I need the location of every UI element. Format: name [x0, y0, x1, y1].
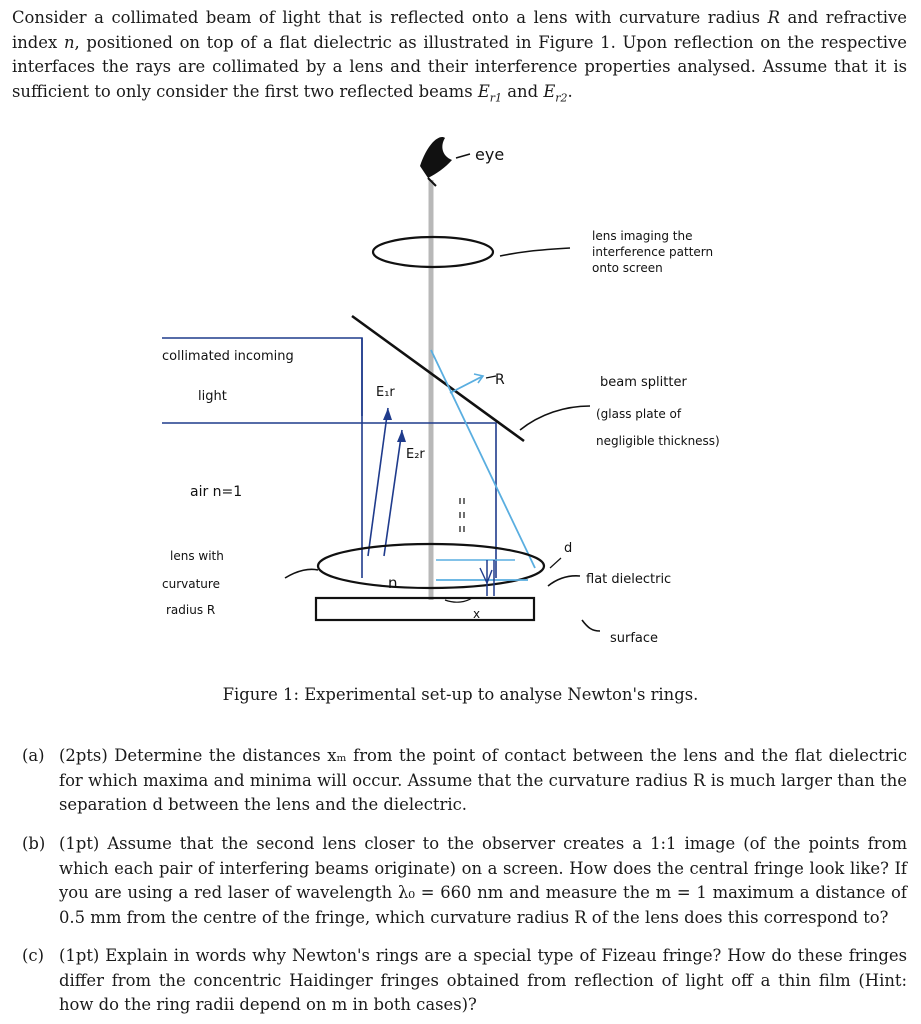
- equal-marks: [460, 498, 464, 532]
- label-n-mark: n: [388, 574, 398, 592]
- label-air: air n=1: [190, 484, 243, 500]
- label-d-mark: d: [564, 541, 573, 556]
- question-a: [12, 744, 907, 818]
- eye-icon: [420, 137, 470, 186]
- label-lens-imaging-3: onto screen: [592, 261, 663, 275]
- label-E1r: E₁r: [376, 385, 395, 400]
- question-a-text: (2pts) Determine the distances xₘ from the point of contact between the lens and the flat dielectric for which maxima and minima will occur. Assume that the curvature radius R is much larger than the separation d between the lens and the dielectric.: [59, 746, 907, 814]
- question-c-label: (c): [22, 946, 44, 965]
- question-b-label: (b): [22, 834, 46, 853]
- flat-dielectric: [316, 598, 534, 620]
- beam-e2r: [384, 430, 402, 556]
- label-incoming-2: light: [198, 389, 227, 404]
- question-c: [12, 944, 907, 1018]
- question-a-label: (a): [22, 746, 45, 765]
- label-lens-curv-2: curvature: [162, 577, 220, 591]
- label-dielectric: flat dielectric: [586, 572, 672, 587]
- label-lens-curv-3: radius R: [166, 603, 216, 617]
- label-R-mark: R: [495, 372, 505, 388]
- question-b: [12, 832, 907, 930]
- intro-paragraph: Consider a collimated beam of light that is reflected onto a lens with curvature radius R and refractive index n, positioned on top of a flat dielectric as illustrated in Figure 1. Upon reflection on the respective interfaces the rays are collimated by a lens and their interference properties analysed. Assume that it is sufficient to only consider the first two reflected beams $E_{r1}$ and $E_{r2}$.: [12, 8, 907, 104]
- label-surface: surface: [610, 631, 659, 646]
- label-lens-imaging-2: interference pattern: [592, 245, 714, 259]
- label-E2r: E₂r: [406, 447, 425, 462]
- label-splitter-2: (glass plate of: [596, 407, 682, 421]
- label-lens-imaging-1: lens imaging the: [592, 229, 693, 243]
- label-eye: eye: [475, 145, 505, 164]
- label-lens-curv-1: lens with: [170, 549, 224, 563]
- figure-newtons-rings: [140, 128, 780, 658]
- beam-e1r: [368, 408, 388, 556]
- label-splitter-1: beam splitter: [600, 375, 687, 390]
- question-b-text: (1pt) Assume that the second lens closer to the observer creates a 1:1 image (of the points from which each pair of interfering beams originate) on a screen. How does the central fringe look like? If you are using a red laser of wavelength λ₀ = 660 nm and measure the m = 1 maximum a distance of 0.5 mm from the centre of the fringe, which curvature radius R of the lens does this correspond to?: [59, 834, 907, 927]
- label-x-mark: x: [473, 607, 481, 621]
- question-c-text: (1pt) Explain in words why Newton's rings are a special type of Fizeau fringe? How do these fringes differ from the concentric Haidinger fringes obtained from reflection of light off a thin film (Hint: how do the ring radii depend on m in both cases)?: [59, 946, 907, 1014]
- label-splitter-3: negligible thickness): [596, 434, 720, 448]
- oblique-ray: [431, 350, 535, 568]
- figure-caption: Figure 1: Experimental set-up to analyse Newton's rings.: [222, 685, 699, 704]
- label-incoming-1: collimated incoming: [162, 349, 294, 364]
